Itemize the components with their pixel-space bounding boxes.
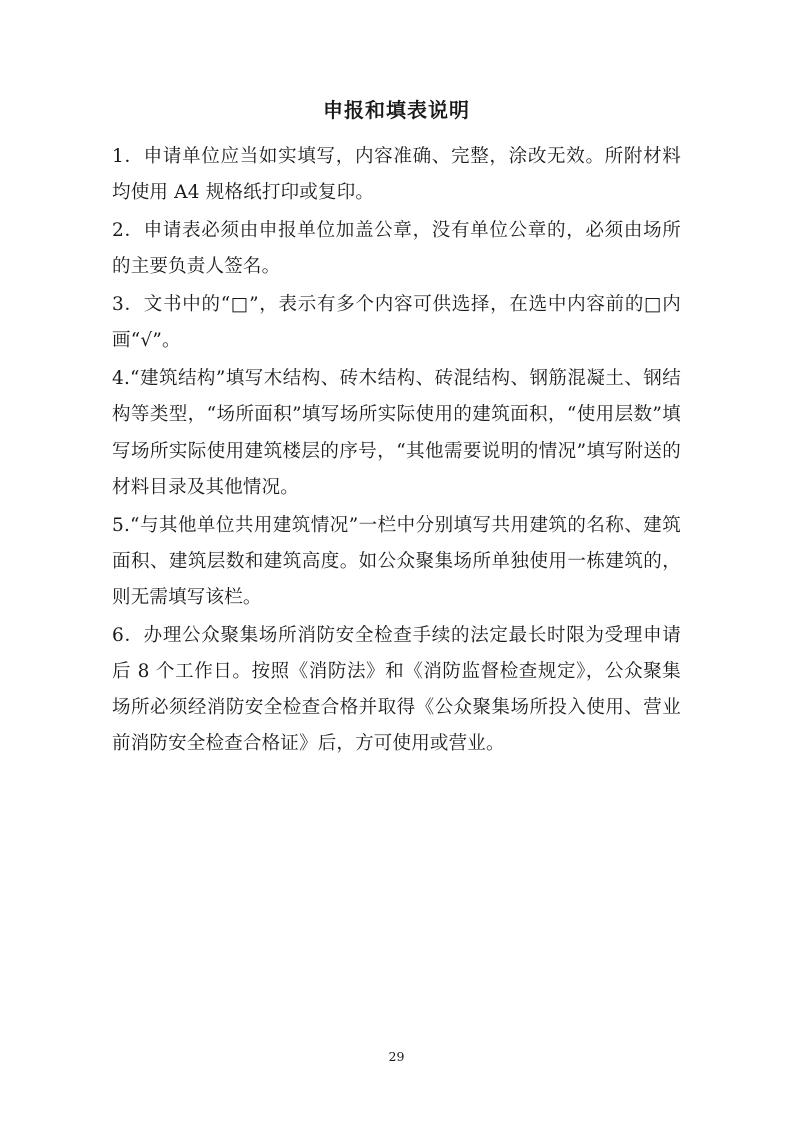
instruction-paragraph-2: 2．申请表必须由申报单位加盖公章，没有单位公章的，必须由场所的主要负责人签名。 <box>112 220 681 278</box>
instruction-paragraph-3: 3．文书中的“□”，表示有多个内容可供选择，在选中内容前的□内画“√”。 <box>112 294 681 352</box>
instruction-paragraph-5: 5.“与其他单位共用建筑情况”一栏中分别填写共用建筑的名称、建筑面积、建筑层数和建筑高度。如公众聚集场所单独使用一栋建筑的，则无需填写该栏。 <box>112 514 681 608</box>
instruction-paragraph-6: 6．办理公众聚集场所消防安全检查手续的法定最长时限为受理申请后 8 个工作日。按照《消防法》和《消防监督检查规定》，公众聚集场所必须经消防安全检查合格并取得《公众聚集场所投入使用、营业前消防安全检查合格证》后，方可使用或营业。 <box>112 624 681 754</box>
instruction-paragraph-4: 4.“建筑结构”填写木结构、砖木结构、砖混结构、钢筋混凝土、钢结构等类型，“场所面积”填写场所实际使用的建筑面积，“使用层数”填写场所实际使用建筑楼层的序号，“其他需要说明的情况”填写附送的材料目录及其他情况。 <box>112 368 681 498</box>
instruction-paragraph-1: 1．申请单位应当如实填写，内容准确、完整，涂改无效。所附材料均使用 A4 规格纸打印或复印。 <box>112 146 681 204</box>
page-title: 申报和填表说明 <box>323 98 470 122</box>
page-number: 29 <box>388 1049 405 1064</box>
